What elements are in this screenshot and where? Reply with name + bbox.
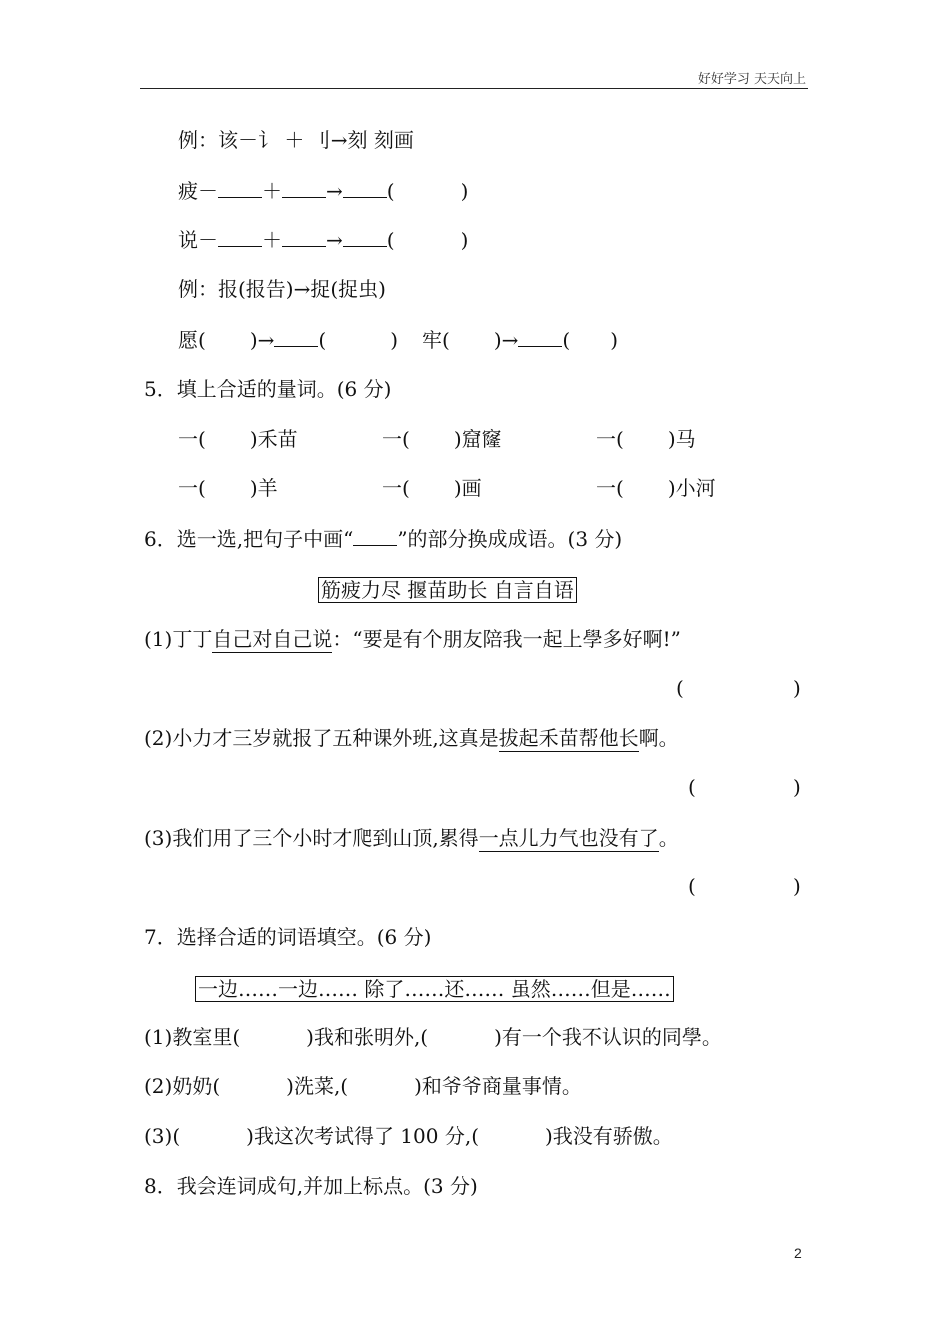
row-text: 愿(	[178, 328, 206, 352]
measure-word-item	[382, 475, 482, 501]
answer-close-paren: )	[793, 874, 801, 898]
question-5-title: 5．填上合适的量词。(6 分)	[144, 377, 392, 401]
measure-word-item	[178, 475, 278, 501]
item-pre: 一(	[596, 476, 624, 500]
plus-sign: ＋	[262, 179, 282, 203]
row-text: 牢(	[422, 328, 450, 352]
q6-sentence-3	[144, 825, 679, 852]
close-paren: )	[460, 179, 469, 203]
sentence-part: )我这次考试得了 100 分,(	[246, 1124, 479, 1148]
title-underline-sample	[353, 525, 397, 546]
q7-sentence-2	[144, 1073, 582, 1099]
arrow: →	[326, 228, 343, 252]
answer-close-paren: )	[793, 775, 801, 799]
conjunction-options: 一边……一边…… 除了……还…… 虽然……但是……	[195, 976, 674, 1002]
item-post: )画	[453, 476, 482, 500]
item-post: )禾苗	[249, 427, 298, 451]
measure-word-item	[178, 426, 298, 452]
question-7-title: 7．选择合适的词语填空。(6 分)	[144, 925, 432, 949]
open-paren: (	[386, 179, 395, 203]
page-number: 2	[794, 1245, 802, 1261]
title-post: ”的部分换成成语。(3 分)	[397, 527, 623, 551]
decompose-row-1	[178, 177, 468, 204]
item-pre: 一(	[382, 476, 410, 500]
answer-blank[interactable]	[218, 177, 262, 198]
title-pre: 6．选一选,把句子中画“	[144, 527, 354, 551]
answer-blank[interactable]	[343, 226, 387, 247]
sentence-part: (3)(	[144, 1124, 181, 1148]
q7-sentence-1	[144, 1024, 722, 1050]
answer-blank[interactable]	[343, 177, 387, 198]
sentence-pre: (2)小力才三岁就报了五种课外班,这真是	[144, 726, 499, 750]
sentence-post: ：“要是有个朋友陪我一起上學多好啊!”	[332, 627, 681, 651]
item-post: )窟窿	[453, 427, 502, 451]
measure-word-item	[596, 426, 696, 452]
sentence-post: 啊。	[638, 726, 679, 750]
item-pre: 一(	[178, 476, 206, 500]
open-paren: (	[386, 228, 395, 252]
answer-blank[interactable]	[218, 226, 262, 247]
q6-sentence-2	[144, 725, 679, 752]
sentence-part: (1)教室里(	[144, 1025, 241, 1049]
sentence-part: )和爷爷商量事情。	[414, 1074, 582, 1098]
sentence-pre: (3)我们用了三个小时才爬到山顶,累得	[144, 826, 479, 850]
answer-blank[interactable]	[274, 326, 318, 347]
sentence-part: )我没有骄傲。	[545, 1124, 673, 1148]
item-pre: 一(	[178, 427, 206, 451]
item-pre: 一(	[596, 427, 624, 451]
row-char: 说－	[178, 228, 218, 252]
sentence-part: )有一个我不认识的同學。	[494, 1025, 722, 1049]
item-post: )羊	[249, 476, 278, 500]
idiom-options: 筋疲力尽 揠苗助长 自言自语	[318, 577, 577, 603]
sentence-pre: (1)丁丁	[144, 627, 213, 651]
row-text: )	[390, 328, 398, 352]
header-motto: 好好学习 天天向上	[697, 72, 806, 87]
row-text: )→	[249, 328, 275, 352]
underlined-phrase: 拔起禾苗帮他长	[498, 726, 639, 750]
row-text: (	[562, 328, 571, 352]
change-radical-row	[178, 326, 618, 353]
sentence-post: 。	[658, 826, 679, 850]
decompose-row-2	[178, 226, 468, 253]
answer-blank[interactable]	[282, 226, 326, 247]
underlined-phrase: 一点儿力气也没有了	[478, 826, 659, 850]
close-paren: )	[460, 228, 469, 252]
answer-open-paren: (	[688, 775, 696, 799]
measure-word-item	[596, 475, 716, 501]
conjunction-options-box	[195, 976, 674, 1002]
idiom-options-box	[318, 577, 577, 603]
q6-sentence-1	[144, 626, 681, 653]
row-text: )→	[493, 328, 519, 352]
example-line-1: 例：该－讠 ＋ 刂→刻 刻画	[178, 128, 414, 152]
item-post: )小河	[667, 476, 716, 500]
plus-sign: ＋	[262, 228, 282, 252]
page-header	[140, 66, 808, 89]
underlined-phrase: 自己对自己说	[212, 627, 333, 651]
question-8-title: 8．我会连词成句,并加上标点。(3 分)	[144, 1174, 478, 1198]
answer-open-paren: (	[676, 676, 684, 700]
measure-word-item	[382, 426, 502, 452]
item-post: )马	[667, 427, 696, 451]
sentence-part: (2)奶奶(	[144, 1074, 221, 1098]
example-line-2: 例：报(报告)→捉(捉虫)	[178, 277, 386, 301]
row-char: 疲－	[178, 179, 218, 203]
sentence-part: )我和张明外,(	[306, 1025, 429, 1049]
question-6-title	[144, 525, 622, 552]
answer-open-paren: (	[688, 874, 696, 898]
sentence-part: )洗菜,(	[286, 1074, 349, 1098]
answer-close-paren: )	[793, 676, 801, 700]
item-pre: 一(	[382, 427, 410, 451]
row-text: (	[318, 328, 327, 352]
q7-sentence-3	[144, 1123, 673, 1149]
arrow: →	[326, 179, 343, 203]
row-text: )	[610, 328, 618, 352]
answer-blank[interactable]	[282, 177, 326, 198]
answer-blank[interactable]	[518, 326, 562, 347]
